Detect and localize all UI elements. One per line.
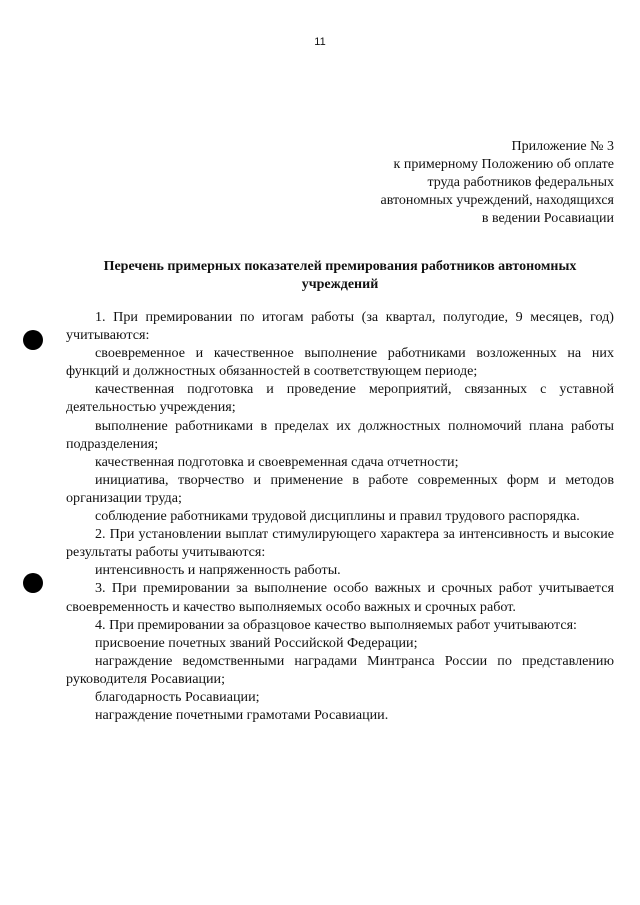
punch-hole-icon — [23, 330, 43, 350]
paragraph: качественная подготовка и своевременная сдача отчетности; — [95, 453, 459, 470]
page-number: 11 — [314, 36, 326, 48]
paragraph: инициатива, творчество и применение в работе современных форм и методов организации труда; — [66, 471, 614, 506]
document-body — [66, 308, 614, 724]
paragraph: награждение почетными грамотами Росавиации. — [95, 707, 389, 724]
paragraph: 2. При установлении выплат стимулирующего характера за интенсивность и высокие результаты работы учитываются: — [66, 526, 614, 561]
document-title: Перечень примерных показателей премирования работников автономных учреждений — [103, 259, 577, 292]
paragraph: благодарность Росавиации; — [95, 688, 260, 705]
paragraph: присвоение почетных званий Российской Федерации; — [95, 634, 418, 651]
appendix-line: к примерному Положению об оплате — [393, 157, 614, 172]
paragraph: интенсивность и напряженность работы. — [95, 562, 341, 579]
appendix-line: труда работников федеральных — [427, 175, 614, 190]
paragraph: 4. При премировании за образцовое качество выполняемых работ учитываются: — [95, 616, 577, 633]
paragraph: качественная подготовка и проведение мероприятий, связанных с уставной деятельностью учреждения; — [66, 381, 614, 416]
appendix-line: Приложение № 3 — [511, 139, 614, 154]
punch-hole-icon — [23, 573, 43, 593]
paragraph: выполнение работниками в пределах их должностных полномочий плана работы подразделения; — [66, 417, 614, 452]
appendix-line: в ведении Росавиации — [481, 211, 614, 226]
paragraph: своевременное и качественное выполнение работниками возложенных на них функций и должностных обязанностей в соответствующем периоде; — [66, 345, 614, 380]
paragraph: награждение ведомственными наградами Минтранса России по представлению руководителя Росавиации; — [66, 652, 614, 687]
paragraph: соблюдение работниками трудовой дисциплины и правил трудового распорядка. — [95, 508, 580, 525]
appendix-header — [314, 138, 614, 228]
paragraph: 1. При премировании по итогам работы (за квартал, полугодие, 9 месяцев, год) учитываются: — [66, 309, 614, 344]
appendix-line: автономных учреждений, находящихся — [380, 193, 614, 208]
paragraph: 3. При премировании за выполнение особо важных и срочных работ учитывается своевременность и качество выполняемых особо важных и срочных работ. — [66, 580, 614, 615]
